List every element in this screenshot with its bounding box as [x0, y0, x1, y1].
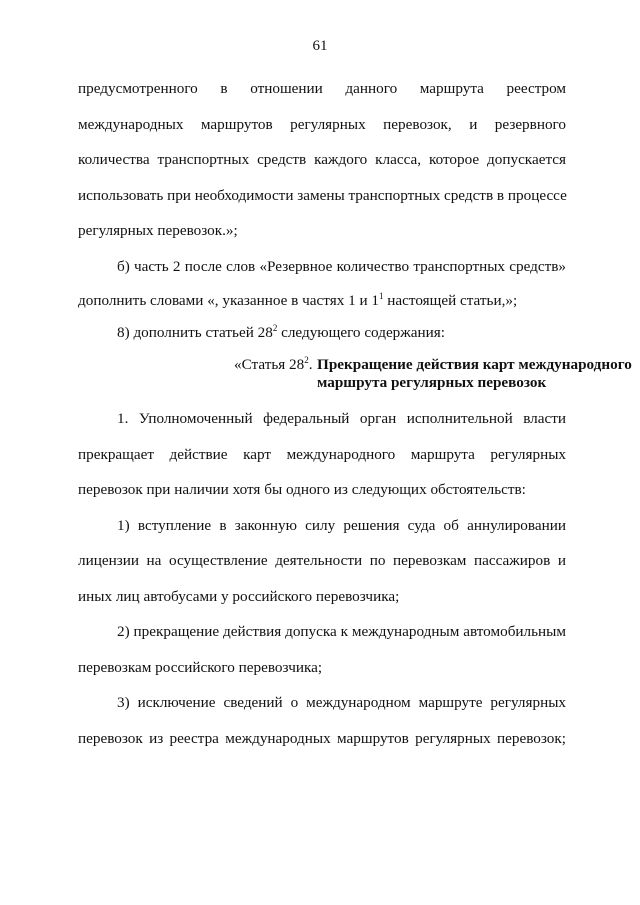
- article-label: [234, 356, 313, 374]
- text-line-9: 1. Уполномоченный федеральный орган исполнительной власти: [117, 410, 566, 427]
- text-fragment: «Статья 28: [234, 356, 305, 373]
- text-line-12: 1) вступление в законную силу решения суда об аннулировании: [117, 517, 566, 534]
- word: данного: [345, 80, 398, 97]
- text-line-5: регулярных перевозок.»;: [78, 222, 238, 239]
- text-fragment: настоящей статьи,»;: [383, 292, 518, 309]
- text-line-1: [78, 80, 566, 98]
- text-line-16: перевозкам российского перевозчика;: [78, 659, 323, 676]
- superscript: 1: [379, 291, 384, 301]
- text-fragment: 8) дополнить статьей 28: [117, 324, 273, 341]
- text-line-10: прекращает действие карт международного маршрута регулярных: [78, 446, 566, 463]
- word: отношении: [250, 80, 323, 97]
- text-line-8: [117, 324, 566, 342]
- text-line-15: 2) прекращение действия допуска к международным автомобильным: [117, 623, 566, 640]
- text-fragment: следующего содержания:: [277, 324, 445, 341]
- text-line-2: международных маршрутов регулярных перевозок, и резервного: [78, 116, 566, 133]
- article-title: Прекращение действия карт международного маршрута регулярных перевозок: [317, 356, 632, 391]
- word: предусмотренного: [78, 80, 198, 97]
- word: реестром: [506, 80, 567, 97]
- text-fragment: дополнить словами «, указанное в частях 1 и 1: [78, 292, 379, 309]
- text-line-6: б) часть 2 после слов «Резервное количество транспортных средств»: [117, 258, 566, 275]
- text-fragment: .: [308, 356, 313, 373]
- word: маршрута: [419, 80, 484, 97]
- text-line-17: 3) исключение сведений о международном маршруте регулярных: [117, 694, 566, 711]
- text-line-14: иных лиц автобусами у российского перевозчика;: [78, 588, 400, 605]
- text-line-11: перевозок при наличии хотя бы одного из следующих обстоятельств:: [78, 481, 526, 498]
- text-line-4: использовать при необходимости замены транспортных средств в процессе: [78, 187, 567, 204]
- text-line-13: лицензии на осуществление деятельности по перевозкам пассажиров и: [78, 552, 566, 569]
- page-number: 61: [312, 38, 328, 54]
- superscript: 2: [304, 355, 309, 365]
- word: в: [220, 80, 228, 97]
- text-line-7: [78, 292, 566, 310]
- superscript: 2: [272, 323, 278, 333]
- text-line-18: перевозок из реестра международных маршрутов регулярных перевозок;: [78, 730, 566, 747]
- text-line-3: количества транспортных средств каждого класса, которое допускается: [78, 151, 566, 168]
